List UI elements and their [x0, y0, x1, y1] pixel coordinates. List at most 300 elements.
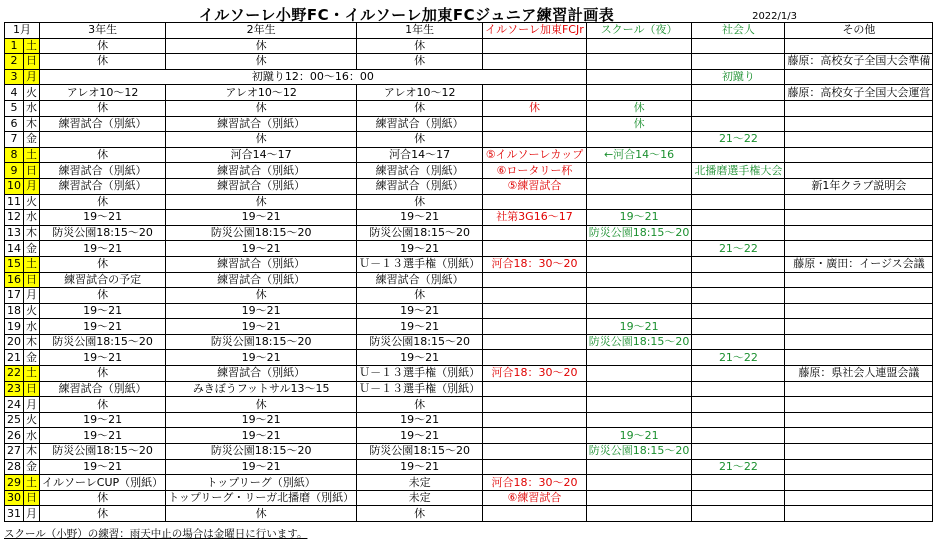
other-cell	[785, 490, 933, 506]
weekday-cell: 土	[24, 38, 40, 54]
table-row	[5, 241, 933, 257]
grade2-cell: 防災公園18:15～20	[166, 444, 357, 460]
grade1-cell: 練習試合（別紙）	[357, 116, 483, 132]
grade2-cell: 練習試合（別紙）	[166, 163, 357, 179]
grade2-cell: 練習試合（別紙）	[166, 256, 357, 272]
day-cell: 1	[5, 38, 24, 54]
weekday-cell: 月	[24, 69, 40, 85]
header-adult: 社会人	[692, 23, 785, 39]
school-cell	[586, 241, 692, 257]
adult-cell	[692, 397, 785, 413]
grade3-cell: 19～21	[40, 428, 166, 444]
weekday-cell: 日	[24, 490, 40, 506]
other-cell	[785, 412, 933, 428]
table-row	[5, 54, 933, 70]
grade3-cell: 休	[40, 100, 166, 116]
kato-cell	[483, 132, 587, 148]
weekday-cell: 日	[24, 381, 40, 397]
kato-cell	[483, 444, 587, 460]
adult-cell: 初蹴り	[692, 69, 785, 85]
weekday-cell: 土	[24, 366, 40, 382]
grade1-cell: 19～21	[357, 319, 483, 335]
adult-cell	[692, 54, 785, 70]
school-cell	[586, 272, 692, 288]
weekday-cell: 月	[24, 178, 40, 194]
kato-cell	[483, 272, 587, 288]
table-row	[5, 366, 933, 382]
school-cell	[586, 506, 692, 522]
day-cell: 28	[5, 459, 24, 475]
kato-cell: ⑥練習試合	[483, 490, 587, 506]
grade1-cell: 19～21	[357, 412, 483, 428]
adult-cell	[692, 334, 785, 350]
grade3-cell: 休	[40, 147, 166, 163]
adult-cell	[692, 272, 785, 288]
grade1-cell: アレオ10～12	[357, 85, 483, 101]
other-cell	[785, 241, 933, 257]
school-cell: 休	[586, 116, 692, 132]
adult-cell: 21～22	[692, 132, 785, 148]
grade2-cell: 休	[166, 38, 357, 54]
table-row	[5, 428, 933, 444]
kato-cell: ⑤練習試合	[483, 178, 587, 194]
adult-cell	[692, 412, 785, 428]
day-cell: 22	[5, 366, 24, 382]
day-cell: 26	[5, 428, 24, 444]
school-cell: 休	[586, 100, 692, 116]
weekday-cell: 土	[24, 147, 40, 163]
school-cell	[586, 256, 692, 272]
grade1-cell: 休	[357, 288, 483, 304]
grade2-cell: 19～21	[166, 459, 357, 475]
grade2-cell: 練習試合（別紙）	[166, 366, 357, 382]
other-cell	[785, 350, 933, 366]
other-cell	[785, 506, 933, 522]
table-row	[5, 210, 933, 226]
header-row	[5, 23, 933, 39]
grade2-cell: 練習試合（別紙）	[166, 178, 357, 194]
table-row	[5, 132, 933, 148]
day-cell: 9	[5, 163, 24, 179]
day-cell: 17	[5, 288, 24, 304]
weekday-cell: 火	[24, 303, 40, 319]
grade3-cell: 19～21	[40, 319, 166, 335]
grade1-cell: 19～21	[357, 210, 483, 226]
grade3-cell: 休	[40, 490, 166, 506]
other-cell	[785, 163, 933, 179]
grade1-cell: 防災公園18:15～20	[357, 225, 483, 241]
grade3-cell: 練習試合（別紙）	[40, 178, 166, 194]
other-cell	[785, 225, 933, 241]
grade1-cell: 未定	[357, 490, 483, 506]
table-row	[5, 100, 933, 116]
weekday-cell: 水	[24, 100, 40, 116]
grade3-cell: 防災公園18:15～20	[40, 225, 166, 241]
school-cell: 防災公園18:15～20	[586, 225, 692, 241]
grade1-cell: Ｕ－１３選手権（別紙）	[357, 366, 483, 382]
day-cell: 15	[5, 256, 24, 272]
table-row	[5, 85, 933, 101]
school-cell	[586, 85, 692, 101]
weekday-cell: 木	[24, 225, 40, 241]
kato-cell	[483, 319, 587, 335]
event-span-cell: 初蹴り12：00～16：00	[40, 69, 587, 85]
weekday-cell: 日	[24, 54, 40, 70]
grade3-cell: 防災公園18:15～20	[40, 444, 166, 460]
school-cell	[586, 412, 692, 428]
header-kato-jr: イルソーレ加東FCJr	[483, 23, 587, 39]
weekday-cell: 金	[24, 241, 40, 257]
school-cell	[586, 397, 692, 413]
grade1-cell: 休	[357, 38, 483, 54]
grade1-cell: 19～21	[357, 241, 483, 257]
grade3-cell: 練習試合（別紙）	[40, 163, 166, 179]
grade2-cell: 休	[166, 506, 357, 522]
adult-cell	[692, 366, 785, 382]
weekday-cell: 火	[24, 85, 40, 101]
grade3-cell	[40, 132, 166, 148]
weekday-cell: 月	[24, 397, 40, 413]
other-cell	[785, 444, 933, 460]
adult-cell	[692, 85, 785, 101]
grade3-cell: 19～21	[40, 412, 166, 428]
school-cell	[586, 178, 692, 194]
other-cell: 藤原：高校女子全国大会運営	[785, 85, 933, 101]
adult-cell: 21～22	[692, 459, 785, 475]
grade3-cell: 練習試合の予定	[40, 272, 166, 288]
weekday-cell: 金	[24, 350, 40, 366]
day-cell: 20	[5, 334, 24, 350]
grade3-cell: 休	[40, 38, 166, 54]
kato-cell: 河合18：30～20	[483, 475, 587, 491]
day-cell: 4	[5, 85, 24, 101]
grade3-cell: 練習試合（別紙）	[40, 381, 166, 397]
adult-cell: 北播磨選手権大会	[692, 163, 785, 179]
school-cell	[586, 459, 692, 475]
weekday-cell: 月	[24, 506, 40, 522]
school-cell	[586, 163, 692, 179]
grade3-cell: 休	[40, 194, 166, 210]
other-cell	[785, 194, 933, 210]
grade1-cell: 練習試合（別紙）	[357, 163, 483, 179]
grade1-cell: 防災公園18:15～20	[357, 334, 483, 350]
table-row	[5, 116, 933, 132]
weekday-cell: 火	[24, 412, 40, 428]
kato-cell	[483, 459, 587, 475]
grade3-cell: 19～21	[40, 350, 166, 366]
day-cell: 11	[5, 194, 24, 210]
grade1-cell: 休	[357, 54, 483, 70]
other-cell	[785, 475, 933, 491]
table-row	[5, 459, 933, 475]
school-cell	[586, 194, 692, 210]
grade2-cell: 河合14～17	[166, 147, 357, 163]
other-cell	[785, 397, 933, 413]
other-cell	[785, 428, 933, 444]
school-cell	[586, 490, 692, 506]
kato-cell	[483, 54, 587, 70]
grade2-cell: 19～21	[166, 319, 357, 335]
school-cell: ←河合14～16	[586, 147, 692, 163]
other-cell	[785, 459, 933, 475]
day-cell: 8	[5, 147, 24, 163]
table-row	[5, 194, 933, 210]
grade2-cell: 練習試合（別紙）	[166, 272, 357, 288]
adult-cell	[692, 319, 785, 335]
kato-cell: 休	[483, 100, 587, 116]
table-row	[5, 38, 933, 54]
grade2-cell: みきぼうフットサル13～15	[166, 381, 357, 397]
day-cell: 18	[5, 303, 24, 319]
weekday-cell: 木	[24, 334, 40, 350]
other-cell	[785, 272, 933, 288]
day-cell: 16	[5, 272, 24, 288]
table-row	[5, 147, 933, 163]
grade3-cell: 防災公園18:15～20	[40, 334, 166, 350]
adult-cell	[692, 288, 785, 304]
school-cell	[586, 475, 692, 491]
kato-cell	[483, 350, 587, 366]
school-cell: 防災公園18:15～20	[586, 334, 692, 350]
adult-cell	[692, 116, 785, 132]
kato-cell	[483, 428, 587, 444]
adult-cell: 21～22	[692, 350, 785, 366]
table-row	[5, 69, 933, 85]
kato-cell	[483, 85, 587, 101]
day-cell: 2	[5, 54, 24, 70]
kato-cell: 社第3G16～17	[483, 210, 587, 226]
weekday-cell: 水	[24, 210, 40, 226]
school-cell: 19～21	[586, 319, 692, 335]
other-cell	[785, 334, 933, 350]
weekday-cell: 火	[24, 194, 40, 210]
header-grade3: 3年生	[40, 23, 166, 39]
table-row	[5, 178, 933, 194]
adult-cell	[692, 147, 785, 163]
school-cell	[586, 350, 692, 366]
grade1-cell: 19～21	[357, 303, 483, 319]
other-cell: 藤原：県社会人連盟会議	[785, 366, 933, 382]
schedule-table	[4, 22, 933, 522]
kato-cell: ⑤イルソーレカップ	[483, 147, 587, 163]
grade2-cell: 19～21	[166, 350, 357, 366]
grade1-cell: Ｕ－１３選手権（別紙）	[357, 256, 483, 272]
grade1-cell: 19～21	[357, 459, 483, 475]
table-row	[5, 397, 933, 413]
other-cell	[785, 288, 933, 304]
weekday-cell: 日	[24, 272, 40, 288]
kato-cell	[483, 303, 587, 319]
grade1-cell: 19～21	[357, 350, 483, 366]
kato-cell	[483, 381, 587, 397]
day-cell: 25	[5, 412, 24, 428]
table-row	[5, 350, 933, 366]
school-cell	[586, 288, 692, 304]
table-row	[5, 163, 933, 179]
grade1-cell: 練習試合（別紙）	[357, 272, 483, 288]
day-cell: 23	[5, 381, 24, 397]
adult-cell	[692, 428, 785, 444]
weekday-cell: 水	[24, 428, 40, 444]
kato-cell: 河合18：30～20	[483, 366, 587, 382]
school-cell	[586, 132, 692, 148]
grade1-cell: 休	[357, 100, 483, 116]
kato-cell	[483, 412, 587, 428]
weekday-cell: 水	[24, 319, 40, 335]
adult-cell	[692, 38, 785, 54]
table-row	[5, 506, 933, 522]
day-cell: 19	[5, 319, 24, 335]
table-row	[5, 412, 933, 428]
header-month: 1月	[5, 23, 40, 39]
other-cell: 新1年クラブ説明会	[785, 178, 933, 194]
header-grade2: 2年生	[166, 23, 357, 39]
grade2-cell: 防災公園18:15～20	[166, 225, 357, 241]
grade2-cell: 19～21	[166, 241, 357, 257]
day-cell: 14	[5, 241, 24, 257]
grade3-cell: 19～21	[40, 303, 166, 319]
grade2-cell: 休	[166, 132, 357, 148]
grade2-cell: 19～21	[166, 303, 357, 319]
header-school-night: スクール（夜）	[586, 23, 692, 39]
other-cell	[785, 100, 933, 116]
weekday-cell: 土	[24, 475, 40, 491]
grade2-cell: 休	[166, 397, 357, 413]
other-cell	[785, 147, 933, 163]
school-cell	[586, 303, 692, 319]
table-row	[5, 334, 933, 350]
weekday-cell: 木	[24, 444, 40, 460]
kato-cell	[483, 194, 587, 210]
adult-cell	[692, 256, 785, 272]
table-row	[5, 319, 933, 335]
school-cell	[586, 366, 692, 382]
weekday-cell: 土	[24, 256, 40, 272]
grade3-cell: 休	[40, 506, 166, 522]
kato-cell	[483, 116, 587, 132]
weekday-cell: 金	[24, 132, 40, 148]
table-row	[5, 225, 933, 241]
other-cell	[785, 319, 933, 335]
grade2-cell: トップリーグ（別紙）	[166, 475, 357, 491]
grade2-cell: アレオ10～12	[166, 85, 357, 101]
weekday-cell: 日	[24, 163, 40, 179]
day-cell: 21	[5, 350, 24, 366]
grade1-cell: 防災公園18:15～20	[357, 444, 483, 460]
table-row	[5, 444, 933, 460]
grade2-cell: 休	[166, 288, 357, 304]
adult-cell	[692, 178, 785, 194]
day-cell: 6	[5, 116, 24, 132]
header-other: その他	[785, 23, 933, 39]
other-cell	[785, 69, 933, 85]
grade1-cell: 休	[357, 132, 483, 148]
grade1-cell: 練習試合（別紙）	[357, 178, 483, 194]
grade3-cell: イルソーレCUP（別紙）	[40, 475, 166, 491]
other-cell	[785, 132, 933, 148]
day-cell: 27	[5, 444, 24, 460]
adult-cell	[692, 194, 785, 210]
other-cell: 藤原・廣田：イージス会議	[785, 256, 933, 272]
grade3-cell: 休	[40, 397, 166, 413]
grade1-cell: 19～21	[357, 428, 483, 444]
day-cell: 31	[5, 506, 24, 522]
day-cell: 7	[5, 132, 24, 148]
grade1-cell: 河合14～17	[357, 147, 483, 163]
footer-note: スクール（小野）の練習：雨天中止の場合は金曜日に行います。	[4, 528, 308, 540]
day-cell: 5	[5, 100, 24, 116]
other-cell	[785, 116, 933, 132]
grade2-cell: 19～21	[166, 412, 357, 428]
grade2-cell: 休	[166, 100, 357, 116]
other-cell	[785, 381, 933, 397]
grade3-cell: 19～21	[40, 210, 166, 226]
adult-cell	[692, 100, 785, 116]
other-cell	[785, 38, 933, 54]
kato-cell	[483, 397, 587, 413]
grade2-cell: 19～21	[166, 428, 357, 444]
weekday-cell: 金	[24, 459, 40, 475]
grade1-cell: Ｕ－１３選手権（別紙）	[357, 381, 483, 397]
day-cell: 3	[5, 69, 24, 85]
grade3-cell: 休	[40, 366, 166, 382]
adult-cell	[692, 506, 785, 522]
kato-cell	[483, 225, 587, 241]
adult-cell	[692, 444, 785, 460]
school-cell	[586, 54, 692, 70]
page-title: イルソーレ小野FC・イルソーレ加東FCジュニア練習計画表	[198, 6, 615, 24]
adult-cell	[692, 210, 785, 226]
day-cell: 29	[5, 475, 24, 491]
other-cell: 藤原：高校女子全国大会準備	[785, 54, 933, 70]
document-date: 2022/1/3	[752, 11, 797, 22]
table-row	[5, 490, 933, 506]
school-cell	[586, 38, 692, 54]
kato-cell	[483, 241, 587, 257]
kato-cell: ⑥ロータリー杯	[483, 163, 587, 179]
adult-cell	[692, 490, 785, 506]
adult-cell	[692, 225, 785, 241]
table-row	[5, 475, 933, 491]
day-cell: 12	[5, 210, 24, 226]
day-cell: 13	[5, 225, 24, 241]
grade3-cell: 19～21	[40, 241, 166, 257]
grade2-cell: 休	[166, 194, 357, 210]
adult-cell	[692, 381, 785, 397]
grade3-cell: 休	[40, 54, 166, 70]
table-row	[5, 288, 933, 304]
table-row	[5, 381, 933, 397]
header-grade1: 1年生	[357, 23, 483, 39]
kato-cell	[483, 288, 587, 304]
grade3-cell: 19～21	[40, 459, 166, 475]
grade2-cell: トップリーグ・リーガ北播磨（別紙）	[166, 490, 357, 506]
grade2-cell: 19～21	[166, 210, 357, 226]
grade2-cell: 休	[166, 54, 357, 70]
grade3-cell: 休	[40, 256, 166, 272]
weekday-cell: 月	[24, 288, 40, 304]
school-cell	[586, 381, 692, 397]
day-cell: 30	[5, 490, 24, 506]
grade1-cell: 未定	[357, 475, 483, 491]
adult-cell	[692, 475, 785, 491]
school-cell: 19～21	[586, 428, 692, 444]
adult-cell	[692, 303, 785, 319]
table-row	[5, 256, 933, 272]
grade3-cell: アレオ10～12	[40, 85, 166, 101]
table-row	[5, 272, 933, 288]
table-row	[5, 303, 933, 319]
